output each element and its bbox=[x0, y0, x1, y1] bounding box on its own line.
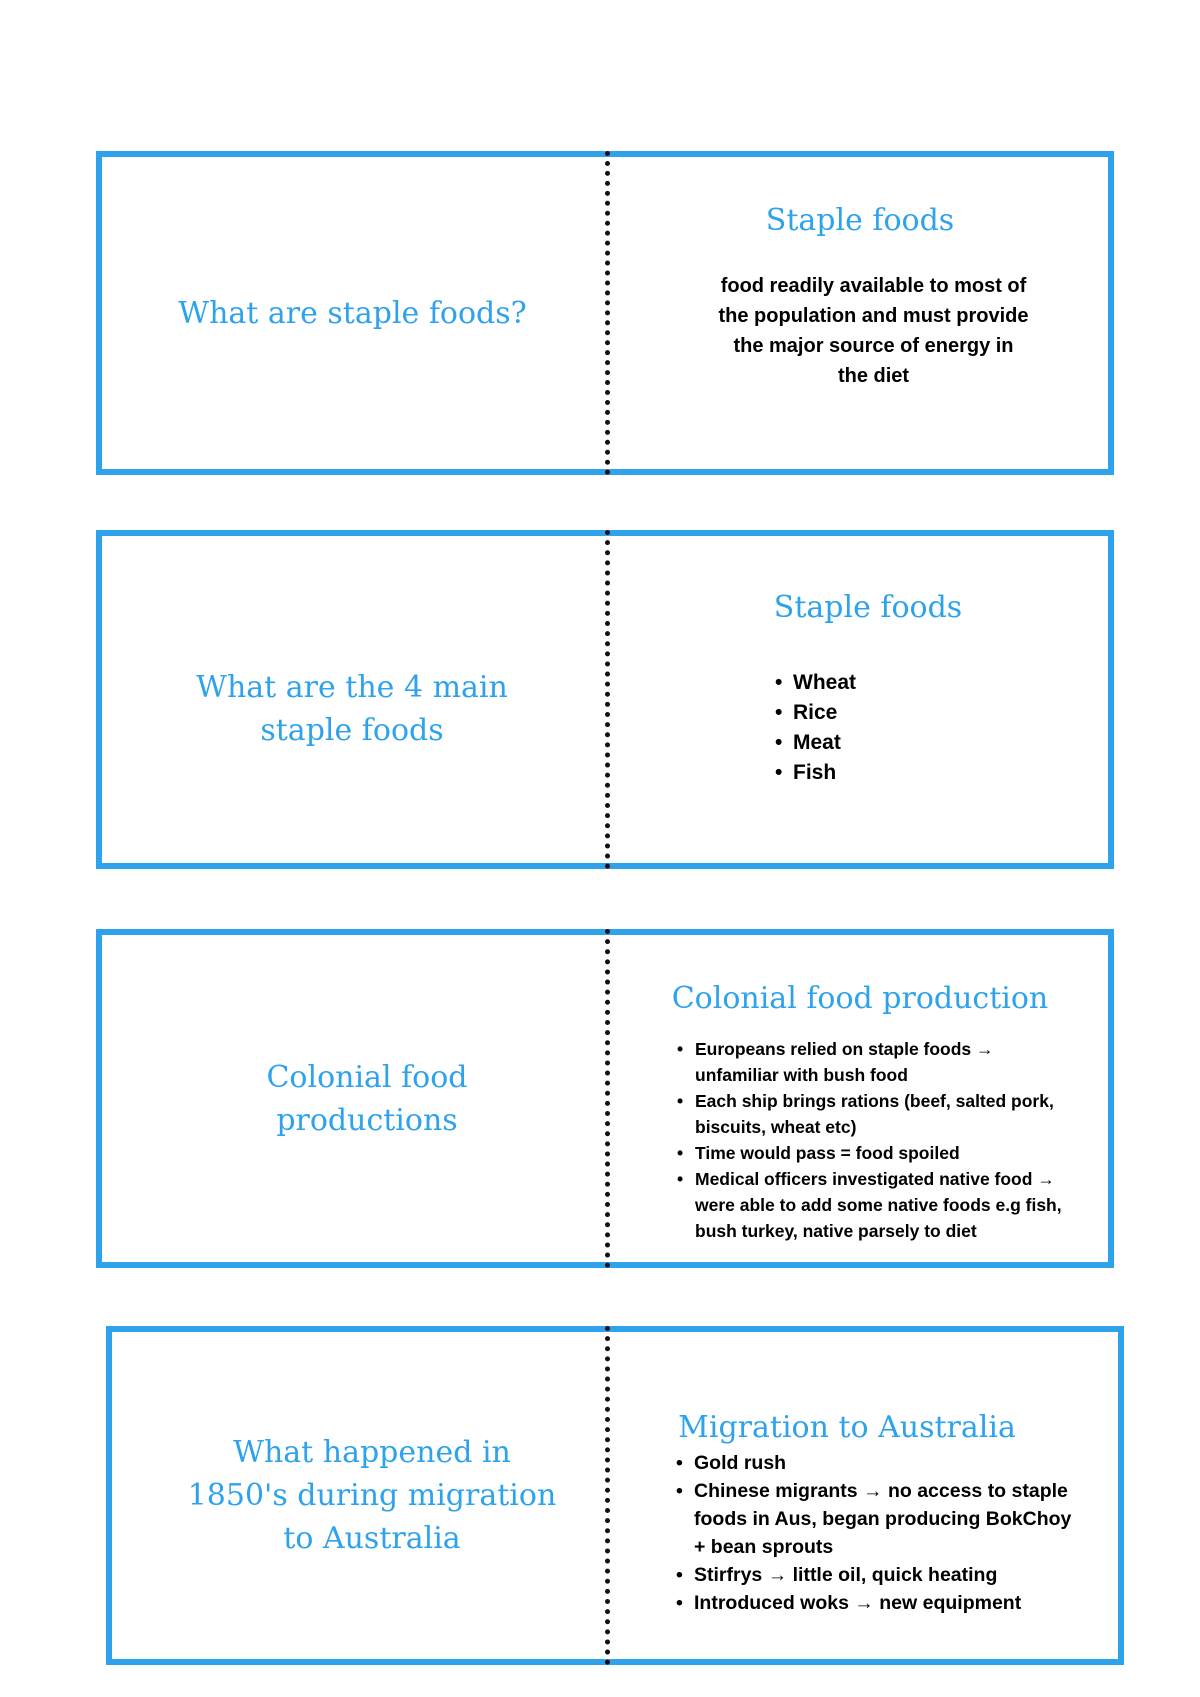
list-item: • Chinese migrants → no access to staple foods in Aus, began producing BokChoy + bean sprouts bbox=[676, 1477, 1081, 1561]
list-item: • Fish bbox=[775, 758, 856, 788]
answer-title: Migration to Australia bbox=[678, 1410, 1016, 1445]
question-text: What happened in 1850's during migration to Australia bbox=[187, 1435, 557, 1556]
list-item: • Introduced woks → new equipment bbox=[676, 1589, 1081, 1617]
card-divider bbox=[605, 151, 610, 475]
list-item: • Meat bbox=[775, 728, 856, 758]
flashcard-4 bbox=[106, 1326, 1124, 1665]
answer-panel bbox=[612, 536, 1108, 863]
list-item: • Time would pass = food spoiled bbox=[677, 1140, 1072, 1166]
answer-title: Staple foods bbox=[765, 203, 955, 238]
answer-panel bbox=[612, 935, 1108, 1262]
list-item: • Stirfrys → little oil, quick heating bbox=[676, 1561, 1081, 1589]
answer-definition: food readily available to most of the population and must provide the major source of energy in the diet bbox=[718, 275, 1029, 387]
list-item: • Each ship brings rations (beef, salted pork, biscuits, wheat etc) bbox=[677, 1088, 1072, 1140]
card-divider bbox=[605, 530, 610, 869]
list-item: • Gold rush bbox=[676, 1449, 1081, 1477]
answer-panel bbox=[612, 157, 1108, 469]
question-text: What are staple foods? bbox=[178, 295, 527, 331]
flashcard-2 bbox=[96, 530, 1114, 869]
card-divider bbox=[605, 1326, 610, 1665]
list-item: • Medical officers investigated native food → were able to add some native foods e.g fish, bush turkey, native parsely to diet bbox=[677, 1166, 1072, 1244]
answer-panel bbox=[612, 1332, 1118, 1659]
list-item: • Europeans relied on staple foods → unfamiliar with bush food bbox=[677, 1036, 1072, 1088]
question-text: Colonial food productions bbox=[266, 1059, 468, 1138]
answer-title: Colonial food production bbox=[671, 981, 1049, 1016]
answer-list bbox=[677, 1036, 1072, 1244]
answer-title: Staple foods bbox=[773, 590, 963, 625]
flashcard-3 bbox=[96, 929, 1114, 1268]
list-item: • Rice bbox=[775, 698, 856, 728]
answer-list bbox=[676, 1449, 1081, 1617]
question-text: What are the 4 main staple foods bbox=[196, 669, 508, 748]
answer-list bbox=[775, 668, 856, 788]
flashcard-1 bbox=[96, 151, 1114, 475]
list-item: • Wheat bbox=[775, 668, 856, 698]
card-divider bbox=[605, 929, 610, 1268]
